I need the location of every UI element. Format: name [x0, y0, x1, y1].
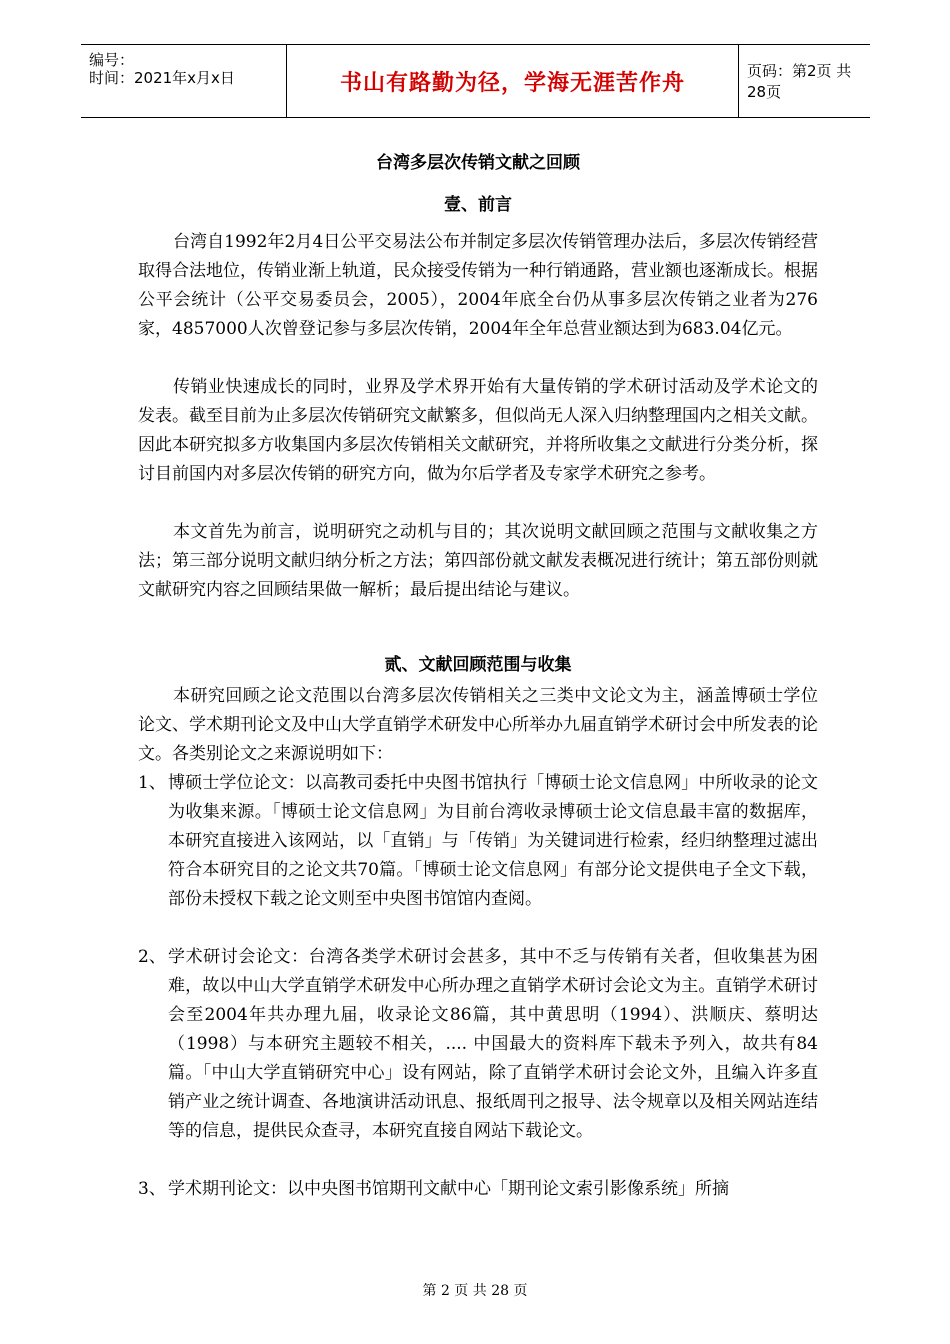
number-label: 编号：	[89, 51, 135, 69]
list-item-number: 3、	[138, 1179, 166, 1199]
paragraph-1: 台湾自1992年2月4日公平交易法公布并制定多层次传销管理办法后，多层次传销经营取得合法地位，传销业渐上轨道，民众接受传销为一种行销通路，营业额也逐渐成长。根据公平会统计（公平交易委员会，2005），2004年底全台仍从事多层次传销之业者为276家，4857000人次曾登记参与多层次传销，2004年全年总营业额达到为683.04亿元。	[138, 232, 818, 339]
header-motto-cell	[286, 45, 739, 117]
list-item-number: 1、	[138, 773, 166, 793]
page-header	[81, 44, 870, 118]
document-title: 台湾多层次传销文献之回顾	[376, 153, 580, 173]
paragraph-3: 本文首先为前言，说明研究之动机与目的；其次说明文献回顾之范围与文献收集之方法；第三部分说明文献归纳分析之方法；第四部份就文献发表概况进行统计；第五部份则就文献研究内容之回顾结果做一解析；最后提出结论与建议。	[138, 522, 818, 600]
list-item-text: 博硕士学位论文：以高教司委托中央图书馆执行「博硕士论文信息网」中所收录的论文为收集来源。「博硕士论文信息网」为目前台湾收录博硕士论文信息最丰富的数据库，本研究直接进入该网站，以「直销」与「传销」为关键词进行检索，经归纳整理过滤出符合本研究目的之论文共70篇。「博硕士论文信息网」有部分论文提供电子全文下载，部份未授权下载之论文则至中央图书馆馆内查阅。	[168, 773, 818, 909]
paragraph-2: 传销业快速成长的同时，业界及学术界开始有大量传销的学术研讨活动及学术论文的发表。截至目前为止多层次传销研究文献繁多，但似尚无人深入归纳整理国内之相关文献。因此本研究拟多方收集国内多层次传销相关文献研究，并将所收集之文献进行分类分析，探讨目前国内对多层次传销的研究方向，做为尔后学者及专家学术研究之参考。	[138, 377, 818, 484]
header-meta	[81, 45, 286, 117]
section-heading-2: 贰、文献回顾范围与收集	[384, 655, 572, 675]
list-item	[138, 1175, 818, 1204]
page-footer: 第 2 页 共 28 页	[422, 1283, 528, 1299]
list-item-text: 学术研讨会论文：台湾各类学术研讨会甚多，其中不乏与传销有关者，但收集甚为困难，故以中山大学直销学术研发中心所办理之直销学术研讨会论文为主。直销学术研讨会至2004年共办理九届，收录论文86篇，其中黄思明（1994）、洪顺庆、蔡明达（1998）与本研究主题较不相关，.... 中国最大的资料库下载未予列入，故共有84篇。「中山大学直销研究中心」设有网站，除了直销学术研讨会论文外，且编入许多直销产业之统计调查、各地演讲活动讯息、报纸周刊之报导、法令规章以及相关网站连结等的信息，提供民众查寻，本研究直接自网站下载论文。	[168, 947, 818, 1141]
paragraph-4: 本研究回顾之论文范围以台湾多层次传销相关之三类中文论文为主，涵盖博硕士学位论文、学术期刊论文及中山大学直销学术研发中心所举办九届直销学术研讨会中所发表的论文。各类别论文之来源说明如下：	[138, 686, 818, 764]
list-item	[138, 943, 818, 1146]
motto-text: 书山有路勤为径，学海无涯苦作舟	[339, 70, 685, 96]
list-item-text: 学术期刊论文：以中央图书馆期刊文献中心「期刊论文索引影像系统」所摘	[168, 1179, 729, 1199]
section-heading-1: 壹、前言	[444, 195, 512, 215]
list-item-number: 2、	[138, 947, 166, 967]
list-item	[138, 769, 818, 914]
time-label: 时间：2021年x月x日	[89, 69, 235, 87]
page-info: 页码：第2页 共28页	[747, 62, 852, 101]
